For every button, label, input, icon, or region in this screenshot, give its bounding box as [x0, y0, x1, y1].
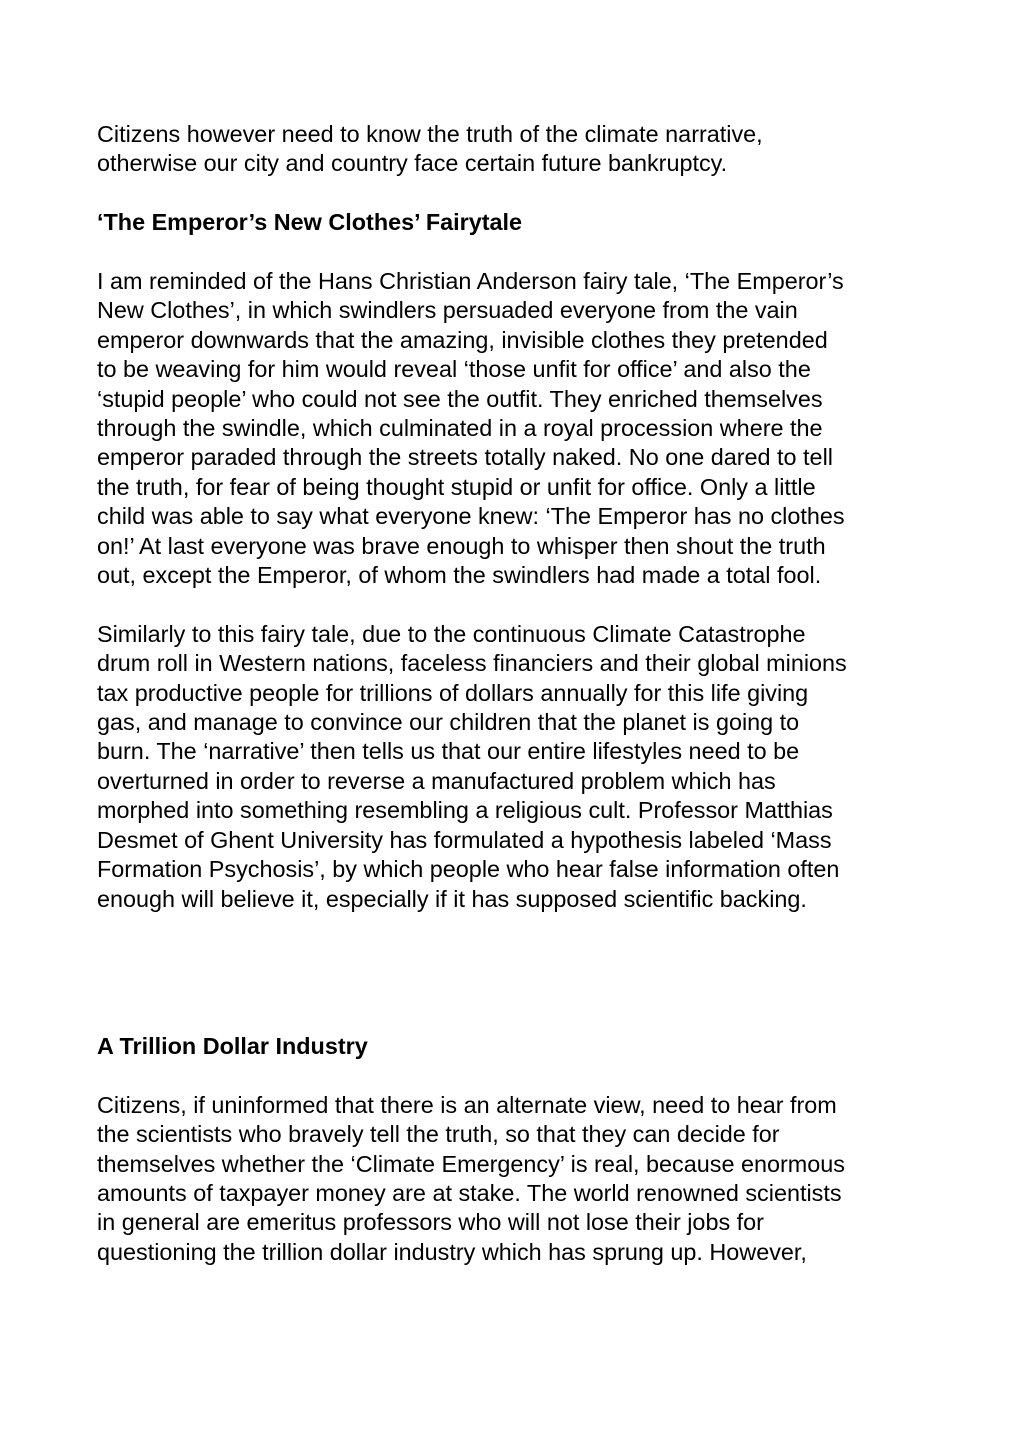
paragraph-spacer — [97, 1061, 927, 1090]
document-body — [97, 120, 927, 1267]
paragraph-line: on!’ At last everyone was brave enough to whisper then shout the truth — [97, 532, 826, 559]
paragraph-line: to be weaving for him would reveal ‘those unfit for office’ and also the — [97, 356, 811, 383]
section-heading-emperors-new-clothes: ‘The Emperor’s New Clothes’ Fairytale — [97, 209, 523, 236]
paragraph-line: morphed into something resembling a religious cult. Professor Matthias — [97, 797, 833, 824]
paragraph-line: overturned in order to reverse a manufactured problem which has — [97, 767, 776, 794]
section-heading-trillion-dollar-industry: A Trillion Dollar Industry — [97, 1032, 368, 1059]
paragraph-line: I am reminded of the Hans Christian Anderson fairy tale, ‘The Emperor’s — [97, 268, 844, 294]
paragraph-spacer — [97, 238, 927, 267]
paragraph-spacer — [97, 179, 927, 208]
paragraph-line: out, except the Emperor, of whom the swindlers had made a total fool. — [97, 562, 822, 589]
paragraph-line: the truth, for fear of being thought stupid or unfit for office. Only a little — [97, 473, 816, 500]
paragraph-line: enough will believe it, especially if it has supposed scientific backing. — [97, 885, 807, 912]
paragraph-line: drum roll in Western nations, faceless financiers and their global minions — [97, 650, 847, 677]
paragraph-line: New Clothes’, in which swindlers persuaded everyone from the vain — [97, 297, 798, 324]
paragraph-line: gas, and manage to convince our children that the planet is going to — [97, 709, 800, 736]
paragraph-line: the scientists who bravely tell the truth, so that they can decide for — [97, 1121, 780, 1148]
paragraph-line: burn. The ‘narrative’ then tells us that our entire lifestyles need to be — [97, 738, 800, 765]
fairytale-paragraph — [97, 267, 927, 590]
paragraph-line: emperor downwards that the amazing, invisible clothes they pretended — [97, 326, 828, 353]
trillion-dollar-paragraph — [97, 1091, 927, 1267]
paragraph-line: amounts of taxpayer money are at stake. The world renowned scientists — [97, 1179, 842, 1206]
paragraph-line: Desmet of Ghent University has formulated a hypothesis labeled ‘Mass — [97, 826, 832, 853]
paragraph-line: Similarly to this fairy tale, due to the continuous Climate Catastrophe — [97, 620, 806, 647]
paragraph-line: tax productive people for trillions of dollars annually for this life giving — [97, 679, 809, 706]
paragraph-line: otherwise our city and country face certain future bankruptcy. — [97, 150, 728, 177]
climate-catastrophe-paragraph — [97, 620, 927, 914]
paragraph-line: Formation Psychosis’, by which people who hear false information often — [97, 856, 840, 883]
paragraph-line: through the swindle, which culminated in a royal procession where the — [97, 415, 823, 442]
paragraph-line: questioning the trillion dollar industry which has sprung up. However, — [97, 1238, 807, 1265]
paragraph-line: themselves whether the ‘Climate Emergency’ is real, because enormous — [97, 1150, 845, 1177]
paragraph-line: in general are emeritus professors who will not lose their jobs for — [97, 1209, 764, 1236]
intro-paragraph — [97, 120, 927, 179]
paragraph-spacer — [97, 590, 927, 619]
section-spacer — [97, 914, 927, 1032]
paragraph-line: emperor paraded through the streets totally naked. No one dared to tell — [97, 444, 833, 471]
paragraph-line: ‘stupid people’ who could not see the outfit. They enriched themselves — [97, 385, 823, 412]
paragraph-line: Citizens however need to know the truth of the climate narrative, — [97, 121, 763, 147]
paragraph-line: Citizens, if uninformed that there is an alternate view, need to hear from — [97, 1091, 837, 1118]
paragraph-line: child was able to say what everyone knew: ‘The Emperor has no clothes — [97, 503, 845, 530]
